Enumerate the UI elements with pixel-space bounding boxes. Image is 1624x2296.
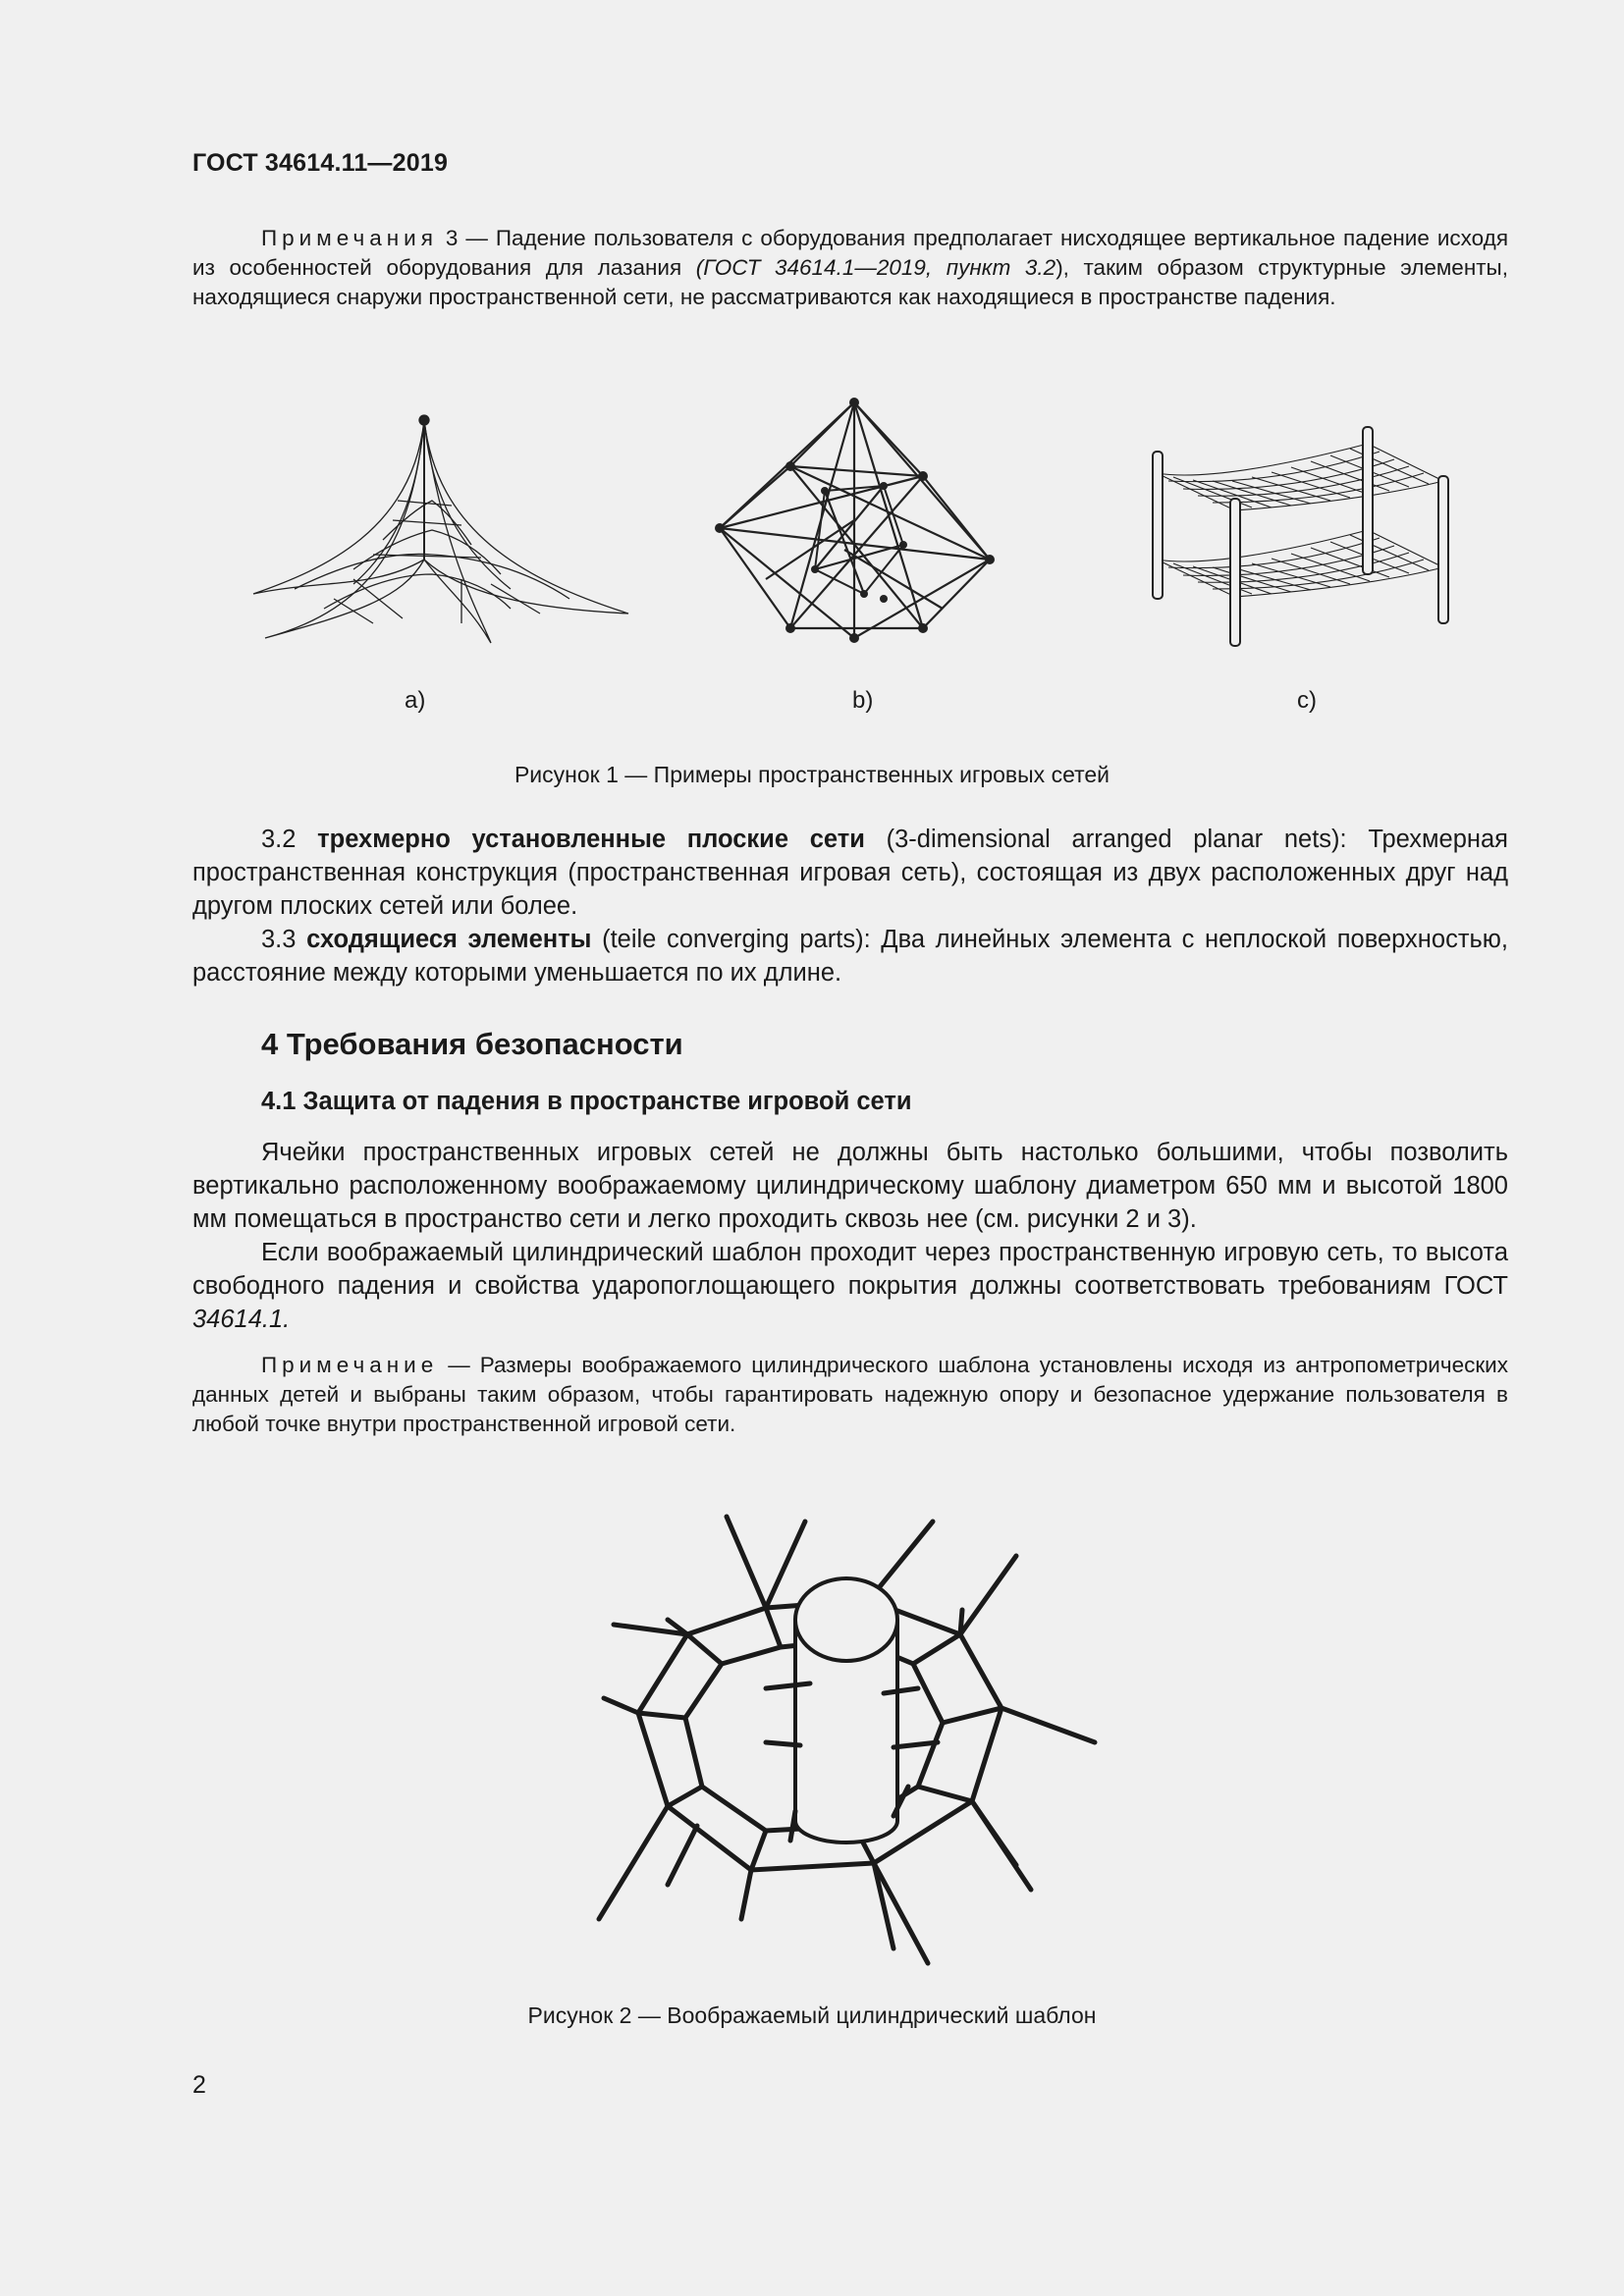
subsection-4-1-heading: 4.1 Защита от падения в пространстве игровой сети <box>261 1088 912 1115</box>
note-label: Примечание <box>261 1353 439 1377</box>
note-text: — Размеры воображаемого цилиндрического шаблона установлены исходя из антропометрических данных детей и выбраны таким образом, чтобы гарантировать надежную опору и безопасное удержание пользователя в любой точке внутри пространственной игровой сети. <box>192 1353 1508 1436</box>
def-term: трехмерно установленные плоские сети <box>317 826 865 853</box>
standard-reference: 34614.1. <box>192 1306 291 1333</box>
definition-3-2 <box>192 823 1508 923</box>
figure-1-label-c: c) <box>1297 687 1317 714</box>
net-polyhedron-illustration <box>715 398 995 643</box>
figure-1-label-a: a) <box>405 687 426 714</box>
figure-1-caption: Рисунок 1 — Примеры пространственных игровых сетей <box>514 762 1110 787</box>
note-3 <box>192 224 1508 312</box>
figure-2-illustration <box>569 1502 1119 1973</box>
def-number: 3.3 <box>261 926 307 953</box>
definitions <box>192 823 1508 989</box>
def-text: (3-dimensional arranged planar nets): Трехмерная пространственная конструкция (пространственная игровая сеть), состоящая из двух расположенных друг над другом плоских сетей или более. <box>192 826 1508 920</box>
cylinder-template <box>795 1578 897 1842</box>
note-label: Примечания <box>261 226 438 250</box>
figure-2-caption: Рисунок 2 — Воображаемый цилиндрический шаблон <box>527 2002 1097 2028</box>
paragraph-text: Если воображаемый цилиндрический шаблон проходит через пространственную игровую сеть, то высота свободного падения и свойства ударопоглощающего покрытия должны соответствовать требованиям ГОСТ <box>192 1239 1508 1300</box>
section-4-1-body <box>192 1136 1508 1336</box>
paragraph: Ячейки пространственных игровых сетей не должны быть настолько большими, чтобы позволить вертикально расположенному воображаемому цилиндрическому шаблону диаметром 650 мм и высотой 1800 мм помещаться в пространство сети и легко проходить сквозь нее (см. рисунки 2 и 3). <box>192 1139 1508 1233</box>
definition-3-3 <box>192 923 1508 989</box>
paragraph <box>192 1236 1508 1336</box>
page-number: 2 <box>192 2071 206 2099</box>
section-4-heading: 4 Требования безопасности <box>261 1027 683 1061</box>
figure-1-label-b: b) <box>852 687 874 714</box>
document-header: ГОСТ 34614.11—2019 <box>192 149 449 177</box>
def-text: (teile converging parts): Два линейных элемента с неплоской поверхностью, расстояние между которыми уменьшается по их длине. <box>192 926 1508 987</box>
note-text-end: ), таким образом структурные элементы, находящиеся снаружи пространственной сети, не рассматриваются как находящиеся в пространстве падения. <box>192 255 1508 309</box>
figure-1-illustrations <box>0 383 1624 677</box>
def-term: сходящиеся элементы <box>306 926 592 953</box>
def-number: 3.2 <box>261 826 318 853</box>
general-note <box>192 1351 1508 1439</box>
note-text: 3 — Падение пользователя с оборудования предполагает нисходящее вертикальное падение исходя из особенностей оборудования для лазания <box>192 226 1508 280</box>
net-two-level-illustration <box>1153 427 1448 646</box>
note-reference: (ГОСТ 34614.1—2019, пункт 3.2 <box>695 255 1056 280</box>
net-pyramid-illustration <box>253 415 628 643</box>
